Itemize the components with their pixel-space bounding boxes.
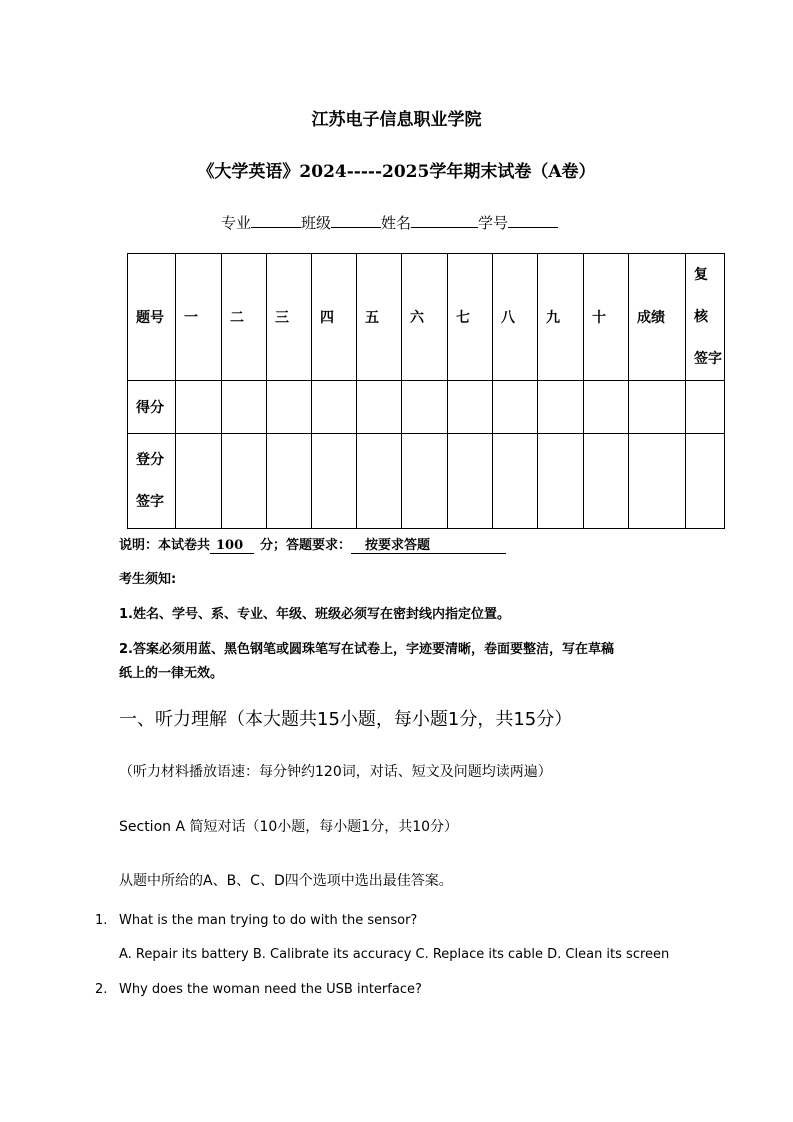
notice-title: 考生须知: <box>119 572 177 587</box>
cell: 九 <box>538 254 584 381</box>
score-cell[interactable] <box>176 381 222 434</box>
cell: 题号 <box>128 254 176 381</box>
cell: 四 <box>312 254 357 381</box>
answer-requirement: 按要求答题 <box>351 534 506 554</box>
exam-description <box>119 534 506 554</box>
field-class: 班级 <box>301 214 332 232</box>
score-cell[interactable] <box>584 381 629 434</box>
score-cell[interactable] <box>357 381 402 434</box>
cell: 六 <box>402 254 448 381</box>
cell: 一 <box>176 254 222 381</box>
score-cell[interactable] <box>402 381 448 434</box>
field-name: 姓名 <box>381 214 412 232</box>
sign-cell[interactable] <box>402 434 448 529</box>
class-blank[interactable] <box>331 213 381 228</box>
section-title: 一、听力理解（本大题共15小题，每小题1分，共15分） <box>119 709 573 730</box>
score-cell[interactable] <box>448 381 493 434</box>
sign-cell[interactable] <box>538 434 584 529</box>
sign-cell[interactable] <box>686 434 725 529</box>
sign-cell[interactable] <box>222 434 267 529</box>
cell: 三 <box>267 254 312 381</box>
cell: 八 <box>493 254 538 381</box>
sign-cell[interactable] <box>267 434 312 529</box>
sign-cell[interactable] <box>176 434 222 529</box>
score-table <box>127 253 725 529</box>
school-name: 江苏电子信息职业学院 <box>311 110 482 130</box>
sign-cell[interactable] <box>448 434 493 529</box>
signature-row <box>128 434 725 529</box>
sign-cell[interactable] <box>357 434 402 529</box>
score-cell[interactable] <box>493 381 538 434</box>
sign-cell[interactable] <box>493 434 538 529</box>
sign-cell[interactable] <box>584 434 629 529</box>
row-label: 得分 <box>128 381 176 434</box>
field-major: 专业 <box>221 214 252 232</box>
question-1-options: A. Repair its battery B. Calibrate its accuracy C. Replace its cable D. Clean its screen <box>119 947 670 962</box>
desc-prefix: 说明：本试卷共 <box>119 538 211 553</box>
desc-mid: 分；答题要求： <box>260 538 352 553</box>
notice-item-2: 2.答案必须用蓝、黑色钢笔或圆珠笔写在试卷上，字迹要清晰，卷面要整洁，写在草稿 <box>119 642 614 657</box>
cell: 七 <box>448 254 493 381</box>
id-blank[interactable] <box>508 213 558 228</box>
major-blank[interactable] <box>251 213 301 228</box>
field-id: 学号 <box>478 214 509 232</box>
question-2-text: Why does the woman need the USB interface? <box>119 982 422 997</box>
student-info-fields <box>221 212 558 233</box>
exam-title: 《大学英语》2024-----2025学年期末试卷（A卷） <box>197 162 596 182</box>
instruction: 从题中所给的A、B、C、D四个选项中选出最佳答案。 <box>119 873 453 889</box>
notice-item-2-cont: 纸上的一律无效。 <box>119 666 224 681</box>
score-cell[interactable] <box>538 381 584 434</box>
score-cell[interactable] <box>222 381 267 434</box>
question-1-text: What is the man trying to do with the sensor? <box>119 913 418 928</box>
score-cell[interactable] <box>686 381 725 434</box>
sign-cell[interactable] <box>312 434 357 529</box>
cell: 复 核 签字 <box>686 254 725 381</box>
question-2-number: 2. <box>95 982 108 997</box>
cell: 五 <box>357 254 402 381</box>
question-1-number: 1. <box>95 913 108 928</box>
section-subtitle: （听力材料播放语速：每分钟约120词，对话、短文及问题均读两遍） <box>119 764 552 780</box>
sign-cell[interactable] <box>629 434 686 529</box>
row-label: 登分 签字 <box>128 434 176 529</box>
notice-item-1: 1.姓名、学号、系、专业、年级、班级必须写在密封线内指定位置。 <box>119 607 510 622</box>
table-header-row <box>128 254 725 381</box>
cell: 成绩 <box>629 254 686 381</box>
cell: 十 <box>584 254 629 381</box>
total-score: 100 <box>210 538 254 554</box>
score-cell[interactable] <box>267 381 312 434</box>
name-blank[interactable] <box>411 213 478 228</box>
part-a-title: Section A 简短对话（10小题，每小题1分，共10分） <box>119 819 459 835</box>
score-cell[interactable] <box>312 381 357 434</box>
score-row <box>128 381 725 434</box>
cell: 二 <box>222 254 267 381</box>
score-cell[interactable] <box>629 381 686 434</box>
